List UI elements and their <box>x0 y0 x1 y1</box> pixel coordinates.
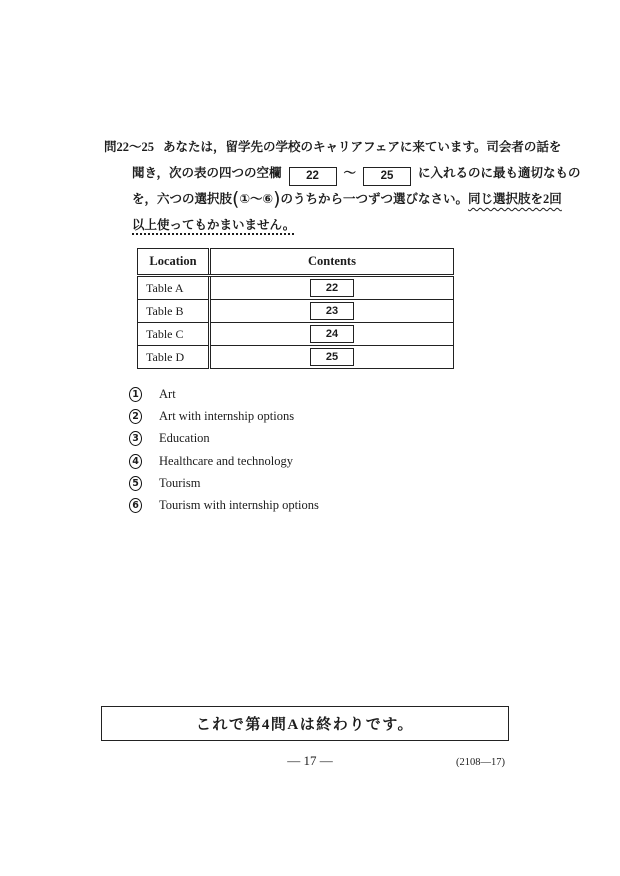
table-row <box>138 323 454 346</box>
location-cell: Table C <box>138 323 210 346</box>
choice-range: ①～⑥ <box>239 191 274 206</box>
table-row <box>138 276 454 300</box>
option-number-circle-2: 2 <box>129 409 142 424</box>
location-cell: Table A <box>138 276 210 300</box>
question-line-4 <box>132 212 532 238</box>
question-line-2-post: に入れるのに最も適切なもの <box>418 166 581 180</box>
end-of-section-text: これで第4問Aは終わりです。 <box>195 717 415 733</box>
location-cell: Table B <box>138 300 210 323</box>
contents-cell <box>210 300 454 323</box>
options-list <box>129 383 319 517</box>
contents-cell <box>210 346 454 369</box>
form-code: (2108—17) <box>456 757 505 768</box>
table-header-contents: Contents <box>210 249 454 276</box>
wavy-underline-text: 同じ選択肢を2回 <box>468 192 562 206</box>
option-number-circle-5: 5 <box>129 476 142 491</box>
question-line-1-text: あなたは，留学先の学校のキャリアフェアに来ています。司会者の話を <box>163 140 562 154</box>
blank-box-25: 25 <box>363 167 411 186</box>
close-paren: ) <box>273 188 281 210</box>
option-item-2 <box>129 405 319 427</box>
end-of-section-box <box>101 706 509 741</box>
answer-box-23: 23 <box>310 302 354 320</box>
option-label-2: Art with internship options <box>159 408 295 423</box>
answer-box-25: 25 <box>310 348 354 366</box>
location-contents-table <box>137 248 454 369</box>
table-header-location: Location <box>138 249 210 276</box>
question-number-label: 問22～25 <box>104 140 155 154</box>
option-item-5 <box>129 472 319 494</box>
table-header-row <box>138 249 454 276</box>
option-item-3 <box>129 428 319 450</box>
option-number-circle-1: 1 <box>129 387 142 402</box>
blank-box-22: 22 <box>289 167 337 186</box>
question-instructions <box>104 134 581 238</box>
question-line-3-mid: のうちから一つずつ選びなさい。 <box>280 192 469 206</box>
option-number-circle-4: 4 <box>129 454 142 469</box>
option-label-5: Tourism <box>159 475 201 490</box>
tilde-separator: ～ <box>343 166 357 180</box>
option-item-4 <box>129 450 319 472</box>
location-cell: Table D <box>138 346 210 369</box>
option-label-1: Art <box>159 386 176 401</box>
question-line-1 <box>104 134 562 160</box>
option-item-1 <box>129 383 319 405</box>
table-row <box>138 300 454 323</box>
contents-cell <box>210 276 454 300</box>
question-line-2-pre: 聞き，次の表の四つの空欄 <box>132 166 282 180</box>
answer-box-24: 24 <box>310 325 354 343</box>
open-paren: ( <box>232 188 240 210</box>
answer-box-22: 22 <box>310 279 354 297</box>
contents-cell <box>210 323 454 346</box>
question-line-3 <box>132 186 562 212</box>
option-number-circle-3: 3 <box>129 431 142 446</box>
dotted-underline-text: 以上使ってもかまいません。 <box>132 218 296 232</box>
question-line-2 <box>132 160 581 186</box>
question-line-3-pre: を，六つの選択肢 <box>132 192 233 206</box>
table-row <box>138 346 454 369</box>
option-label-3: Education <box>159 431 210 446</box>
option-label-6: Tourism with internship options <box>159 498 319 513</box>
page-number: — 17 — <box>287 753 333 768</box>
option-label-4: Healthcare and technology <box>159 453 293 468</box>
option-item-6 <box>129 494 319 516</box>
option-number-circle-6: 6 <box>129 498 142 513</box>
